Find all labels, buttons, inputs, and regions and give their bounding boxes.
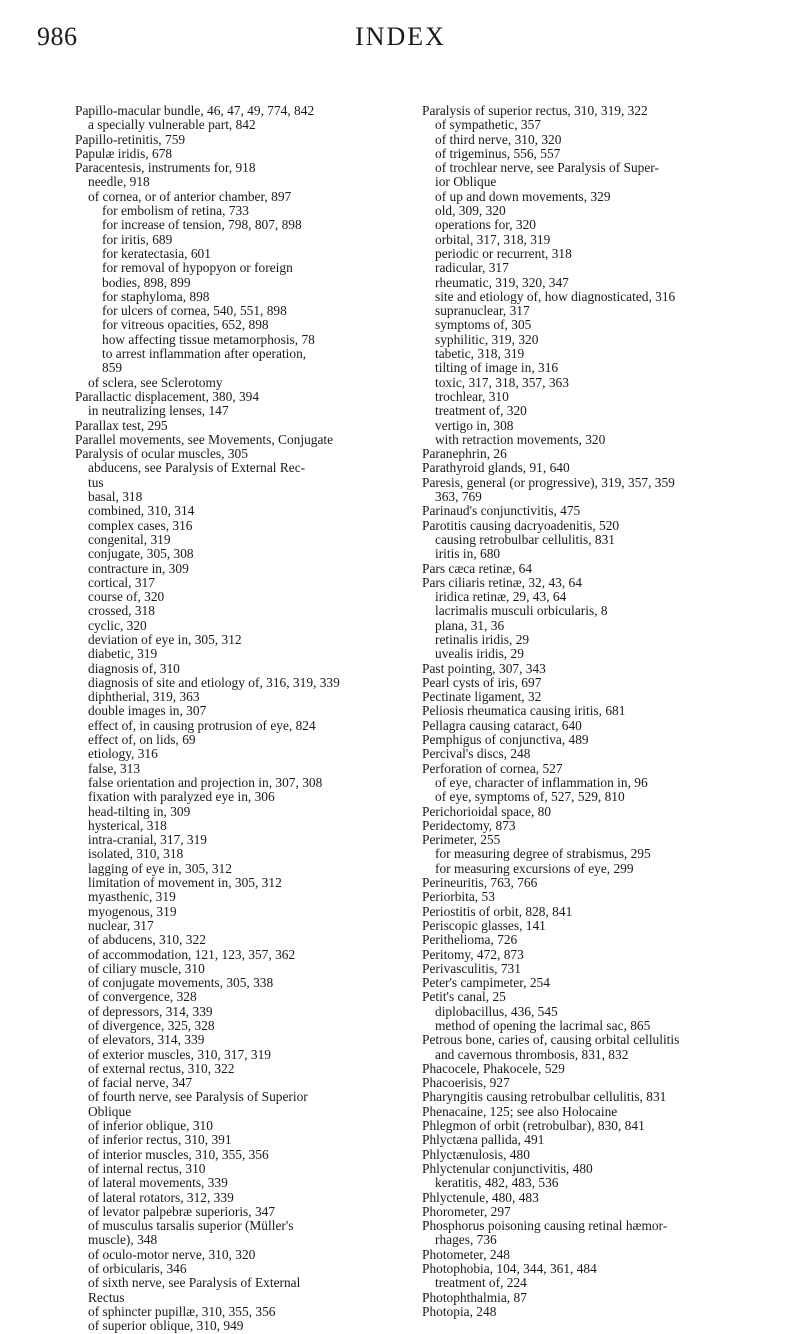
index-entry: retinalis iridis, 29 xyxy=(435,631,530,647)
index-entry: of convergence, 328 xyxy=(88,989,197,1005)
index-entry: contracture in, 309 xyxy=(88,560,189,576)
index-entry: tus xyxy=(88,474,104,490)
index-entry: Rectus xyxy=(88,1289,125,1305)
index-entry: Paresis, general (or progressive), 319, 357, 359 xyxy=(422,474,675,490)
index-entry: Parallactic displacement, 380, 394 xyxy=(75,388,260,404)
index-entry: Peter's campimeter, 254 xyxy=(422,975,550,991)
index-entry: Periscopic glasses, 141 xyxy=(422,917,546,933)
page-header xyxy=(0,18,801,74)
index-entry: lagging of eye in, 305, 312 xyxy=(88,860,232,876)
index-entry: abducens, see Paralysis of External Rec- xyxy=(88,460,306,476)
index-entry: symptoms of, 305 xyxy=(435,317,532,333)
index-entry: Parallel movements, see Movements, Conjugate xyxy=(75,431,334,447)
index-entry: Perimeter, 255 xyxy=(422,832,501,848)
index-column-right xyxy=(422,104,774,1319)
index-entry: conjugate, 305, 308 xyxy=(88,546,194,562)
index-entry: of depressors, 314, 339 xyxy=(88,1003,213,1019)
index-entry: Perforation of cornea, 527 xyxy=(422,760,563,776)
index-entry: diphtherial, 319, 363 xyxy=(88,689,200,705)
index-entry: course of, 320 xyxy=(88,589,165,605)
index-entry: nuclear, 317 xyxy=(88,917,154,933)
index-entry: crossed, 318 xyxy=(88,603,155,619)
index-entry: Petrous bone, caries of, causing orbital cellulitis xyxy=(422,1032,680,1048)
index-entry: Phlyctenule, 480, 483 xyxy=(422,1189,539,1205)
index-entry: of fourth nerve, see Paralysis of Superior xyxy=(88,1089,308,1105)
index-entry: Peliosis rheumatica causing iritis, 681 xyxy=(422,703,626,719)
index-entry: diabetic, 319 xyxy=(88,646,158,662)
index-entry: Paralysis of ocular muscles, 305 xyxy=(75,446,248,462)
index-entry: Parathyroid glands, 91, 640 xyxy=(422,460,570,476)
index-entry: for vitreous opacities, 652, 898 xyxy=(102,317,269,333)
index-entry: Perithelioma, 726 xyxy=(422,932,518,948)
page-title: INDEX xyxy=(355,22,446,51)
index-entry: for measuring degree of strabismus, 295 xyxy=(435,846,651,862)
index-entry: etiology, 316 xyxy=(88,746,158,762)
index-entry: Pellagra causing cataract, 640 xyxy=(422,717,582,733)
index-entry: of sympathetic, 357 xyxy=(435,117,541,133)
index-entry: Papillo-macular bundle, 46, 47, 49, 774, 842 xyxy=(75,103,315,118)
index-entry: Phacoerisis, 927 xyxy=(422,1075,510,1091)
index-column-left xyxy=(75,104,395,1334)
index-entry: Paranephrin, 26 xyxy=(422,446,507,462)
index-entry: of levator palpebræ superioris, 347 xyxy=(88,1203,276,1219)
index-entry: with retraction movements, 320 xyxy=(435,431,606,447)
index-entry: for increase of tension, 798, 807, 898 xyxy=(102,217,302,233)
index-entry: myogenous, 319 xyxy=(88,903,177,919)
index-entry: Phosphorus poisoning causing retinal hæmor- xyxy=(422,1218,668,1234)
index-entry: false, 313 xyxy=(88,760,141,776)
index-entry: of eye, character of inflammation in, 96 xyxy=(435,774,648,790)
index-entry: iridica retinæ, 29, 43, 64 xyxy=(435,589,567,605)
index-entry: of elevators, 314, 339 xyxy=(88,1032,205,1048)
index-entry: of up and down movements, 329 xyxy=(435,188,611,204)
index-entry: of sixth nerve, see Paralysis of External xyxy=(88,1275,301,1291)
index-entry: for measuring excursions of eye, 299 xyxy=(435,860,634,876)
index-entry: of eye, symptoms of, 527, 529, 810 xyxy=(435,789,625,805)
index-entry: Parotitis causing dacryoadenitis, 520 xyxy=(422,517,620,533)
index-entry: radicular, 317 xyxy=(435,260,509,276)
index-entry: of conjugate movements, 305, 338 xyxy=(88,975,274,991)
index-entry: Pars ciliaris retinæ, 32, 43, 64 xyxy=(422,574,582,590)
index-entry: Phlyctenular conjunctivitis, 480 xyxy=(422,1160,593,1176)
index-entry: Perivasculitis, 731 xyxy=(422,960,521,976)
index-entry: Parinaud's conjunctivitis, 475 xyxy=(422,503,581,519)
index-entry: fixation with paralyzed eye in, 306 xyxy=(88,789,275,805)
index-entry: treatment of, 224 xyxy=(435,1275,527,1291)
index-entry: Periostitis of orbit, 828, 841 xyxy=(422,903,573,919)
index-entry: syphilitic, 319, 320 xyxy=(435,331,539,347)
index-entry: of ciliary muscle, 310 xyxy=(88,960,205,976)
index-entry: Phenacaine, 125; see also Holocaine xyxy=(422,1103,618,1119)
index-entry: keratitis, 482, 483, 536 xyxy=(435,1175,559,1191)
index-entry: of cornea, or of anterior chamber, 897 xyxy=(88,188,292,204)
index-entry: plana, 31, 36 xyxy=(435,617,505,633)
index-entry: for keratectasia, 601 xyxy=(102,245,211,261)
index-entry: Oblique xyxy=(88,1103,132,1119)
index-entry: myasthenic, 319 xyxy=(88,889,176,905)
index-entry: effect of, in causing protrusion of eye, 824 xyxy=(88,717,316,733)
index-entry: limitation of movement in, 305, 312 xyxy=(88,875,282,891)
index-entry: supranuclear, 317 xyxy=(435,303,530,319)
index-entry: site and etiology of, how diagnosticated, 316 xyxy=(435,288,676,304)
index-entry: deviation of eye in, 305, 312 xyxy=(88,631,242,647)
index-entry: diagnosis of site and etiology of, 316, 319, 339 xyxy=(88,674,340,690)
index-entry: for ulcers of cornea, 540, 551, 898 xyxy=(102,303,287,319)
index-entry: Papillo-retinitis, 759 xyxy=(75,131,186,147)
index-entry: 859 xyxy=(102,360,123,376)
index-entry: diagnosis of, 310 xyxy=(88,660,180,676)
index-entry: treatment of, 320 xyxy=(435,403,527,419)
index-entry: for embolism of retina, 733 xyxy=(102,203,249,219)
index-entry: Photopia, 248 xyxy=(422,1303,497,1319)
index-entry: of musculus tarsalis superior (Müller's xyxy=(88,1218,294,1234)
index-entry: for iritis, 689 xyxy=(102,231,173,247)
index-entry: periodic or recurrent, 318 xyxy=(435,245,572,261)
index-entry: toxic, 317, 318, 357, 363 xyxy=(435,374,569,390)
index-entry: Peridectomy, 873 xyxy=(422,817,516,833)
index-entry: of lateral movements, 339 xyxy=(88,1175,228,1191)
index-entry: Phorometer, 297 xyxy=(422,1203,511,1219)
index-entry: intra-cranial, 317, 319 xyxy=(88,832,207,848)
index-entry: of interior muscles, 310, 355, 356 xyxy=(88,1146,269,1162)
index-entry: for staphyloma, 898 xyxy=(102,288,210,304)
index-entry: needle, 918 xyxy=(88,174,150,190)
index-entry: a specially vulnerable part, 842 xyxy=(88,117,256,133)
index-entry: false orientation and projection in, 307, 308 xyxy=(88,774,323,790)
index-entry: 363, 769 xyxy=(435,489,482,505)
index-entry: head-tilting in, 309 xyxy=(88,803,191,819)
index-entry: cyclic, 320 xyxy=(88,617,147,633)
index-entry: orbital, 317, 318, 319 xyxy=(435,231,551,247)
index-entry: Past pointing, 307, 343 xyxy=(422,660,546,676)
index-entry: Pearl cysts of iris, 697 xyxy=(422,674,542,690)
index-entry: of orbicularis, 346 xyxy=(88,1261,187,1277)
index-entry: tabetic, 318, 319 xyxy=(435,346,525,362)
index-entry: Perineuritis, 763, 766 xyxy=(422,875,538,891)
index-entry: Pars cæca retinæ, 64 xyxy=(422,560,533,576)
index-entry: of superior oblique, 310, 949 xyxy=(88,1318,244,1334)
index-entry: Parallax test, 295 xyxy=(75,417,168,433)
index-entry: Paracentesis, instruments for, 918 xyxy=(75,160,256,176)
index-entry: of sclera, see Sclerotomy xyxy=(88,374,223,390)
index-entry: and cavernous thrombosis, 831, 832 xyxy=(435,1046,629,1062)
index-entry: of trigeminus, 556, 557 xyxy=(435,145,561,161)
index-entry: cortical, 317 xyxy=(88,574,155,590)
index-entry: of lateral rotators, 312, 339 xyxy=(88,1189,234,1205)
index-entry: trochlear, 310 xyxy=(435,388,509,404)
index-entry: method of opening the lacrimal sac, 865 xyxy=(435,1018,651,1033)
index-entry: Percival's discs, 248 xyxy=(422,746,531,762)
index-entry: of divergence, 325, 328 xyxy=(88,1018,215,1033)
index-entry: Phacocele, Phakocele, 529 xyxy=(422,1060,565,1076)
index-entry: of sphincter pupillæ, 310, 355, 356 xyxy=(88,1303,276,1319)
index-entry: Peritomy, 472, 873 xyxy=(422,946,524,962)
index-entry: bodies, 898, 899 xyxy=(102,274,191,290)
index-entry: of third nerve, 310, 320 xyxy=(435,131,562,147)
index-entry: effect of, on lids, 69 xyxy=(88,732,196,748)
index-entry: diplobacillus, 436, 545 xyxy=(435,1003,558,1019)
index-entry: Papulæ iridis, 678 xyxy=(75,145,173,161)
index-entry: of exterior muscles, 310, 317, 319 xyxy=(88,1046,271,1062)
index-entry: Phlegmon of orbit (retrobulbar), 830, 841 xyxy=(422,1118,645,1134)
page-number: 986 xyxy=(37,22,78,51)
index-entry: iritis in, 680 xyxy=(435,546,501,562)
index-entry: Phlyctænulosis, 480 xyxy=(422,1146,530,1162)
index-entry: causing retrobulbar cellulitis, 831 xyxy=(435,531,615,547)
index-entry: Petit's canal, 25 xyxy=(422,989,506,1005)
index-entry: Photophthalmia, 87 xyxy=(422,1289,527,1305)
index-entry: Pectinate ligament, 32 xyxy=(422,689,542,705)
index-entry: of inferior oblique, 310 xyxy=(88,1118,213,1134)
index-entry: tilting of image in, 316 xyxy=(435,360,559,376)
index-entry: in neutralizing lenses, 147 xyxy=(88,403,229,419)
index-entry: basal, 318 xyxy=(88,489,143,505)
index-entry: Phlyctæna pallida, 491 xyxy=(422,1132,545,1148)
index-entry: Perichorioidal space, 80 xyxy=(422,803,552,819)
index-entry: for removal of hypopyon or foreign xyxy=(102,260,293,276)
index-entry: Pemphigus of conjunctiva, 489 xyxy=(422,732,589,748)
index-entry: uvealis iridis, 29 xyxy=(435,646,524,662)
index-entry: complex cases, 316 xyxy=(88,517,193,533)
index-entry: operations for, 320 xyxy=(435,217,536,233)
index-entry: of oculo-motor nerve, 310, 320 xyxy=(88,1246,256,1262)
index-entry: Photophobia, 104, 344, 361, 484 xyxy=(422,1261,597,1277)
index-entry: combined, 310, 314 xyxy=(88,503,195,519)
index-entry: to arrest inflammation after operation, xyxy=(102,346,307,362)
index-entry: Photometer, 248 xyxy=(422,1246,510,1262)
index-entry: of facial nerve, 347 xyxy=(88,1075,193,1091)
index-entry: of trochlear nerve, see Paralysis of Super- xyxy=(435,160,659,176)
index-entry: of inferior rectus, 310, 391 xyxy=(88,1132,232,1148)
index-entry: ior Oblique xyxy=(435,174,497,190)
index-entry: lacrimalis musculi orbicularis, 8 xyxy=(435,603,608,619)
index-entry: how affecting tissue metamorphosis, 78 xyxy=(102,331,315,347)
index-entry: of external rectus, 310, 322 xyxy=(88,1060,235,1076)
index-entry: rheumatic, 319, 320, 347 xyxy=(435,274,569,290)
index-entry: congenital, 319 xyxy=(88,531,171,547)
index-entry: of internal rectus, 310 xyxy=(88,1160,206,1176)
index-entry: Pharyngitis causing retrobulbar cellulitis, 831 xyxy=(422,1089,667,1105)
index-entry: of abducens, 310, 322 xyxy=(88,932,206,948)
index-entry: isolated, 310, 318 xyxy=(88,846,184,862)
index-entry: rhages, 736 xyxy=(435,1232,497,1248)
index-entry: muscle), 348 xyxy=(88,1232,158,1248)
index-entry: of accommodation, 121, 123, 357, 362 xyxy=(88,946,296,962)
index-entry: vertigo in, 308 xyxy=(435,417,514,433)
index-entry: double images in, 307 xyxy=(88,703,207,719)
index-entry: Paralysis of superior rectus, 310, 319, 322 xyxy=(422,103,648,118)
index-entry: old, 309, 320 xyxy=(435,203,506,219)
index-entry: hysterical, 318 xyxy=(88,817,167,833)
index-entry: Periorbita, 53 xyxy=(422,889,495,905)
